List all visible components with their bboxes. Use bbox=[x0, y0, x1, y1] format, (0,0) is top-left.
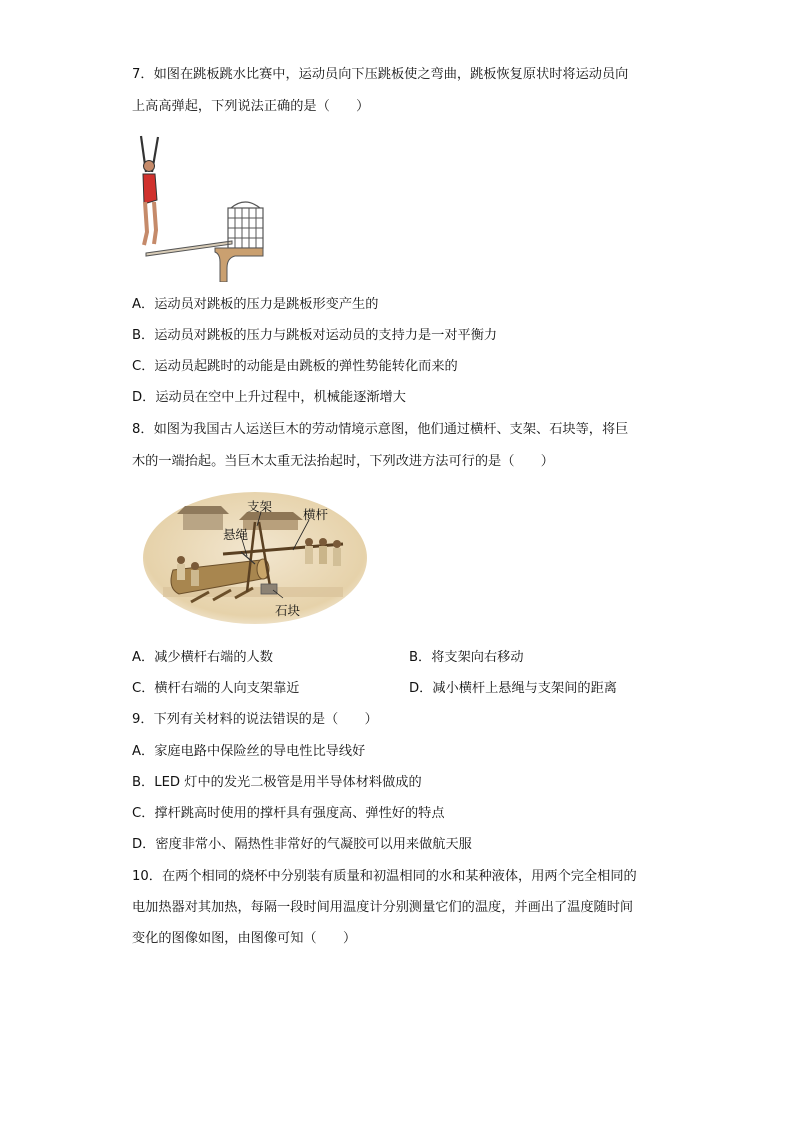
log-lever-figure bbox=[143, 492, 368, 626]
q7-option-d: D．运动员在空中上升过程中，机械能逐渐增大 bbox=[132, 390, 406, 405]
q7-stem-line-2: 上高高弹起，下列说法正确的是（ ） bbox=[132, 99, 370, 114]
diving-board-figure bbox=[132, 132, 272, 282]
label-zhijia: 支架 bbox=[247, 499, 273, 514]
q8-option-d: D．减小横杆上悬绳与支架间的距离 bbox=[409, 681, 617, 696]
label-xuansheng: 悬绳 bbox=[223, 527, 249, 542]
q7-option-b: B．运动员对跳板的压力与跳板对运动员的支持力是一对平衡力 bbox=[132, 328, 498, 343]
label-henggan: 横杆 bbox=[303, 507, 329, 522]
q7-option-c: C．运动员起跳时的动能是由跳板的弹性势能转化而来的 bbox=[132, 359, 458, 374]
q8-stem-line-2: 木的一端抬起。当巨木太重无法抬起时，下列改进方法可行的是（ ） bbox=[132, 454, 554, 469]
q10-stem-line-3: 变化的图像如图，由图像可知（ ） bbox=[132, 931, 357, 946]
label-shikuai: 石块 bbox=[275, 603, 301, 618]
q8-option-b: B．将支架向右移动 bbox=[409, 650, 524, 665]
q10-stem-line-1: 10．在两个相同的烧杯中分别装有质量和初温相同的水和某种液体，用两个完全相同的 bbox=[132, 869, 637, 884]
q9-option-b: B．LED 灯中的发光二极管是用半导体材料做成的 bbox=[132, 775, 422, 790]
q9-option-a: A．家庭电路中保险丝的导电性比导线好 bbox=[132, 744, 366, 759]
q8-option-a: A．减少横杆右端的人数 bbox=[132, 650, 273, 665]
q9-option-d: D．密度非常小、隔热性非常好的气凝胶可以用来做航天服 bbox=[132, 837, 472, 852]
q8-stem-line-1: 8．如图为我国古人运送巨木的劳动情境示意图，他们通过横杆、支架、石块等，将巨 bbox=[132, 422, 629, 437]
q8-option-c: C．横杆右端的人向支架靠近 bbox=[132, 681, 300, 696]
q7-option-a: A．运动员对跳板的压力是跳板形变产生的 bbox=[132, 297, 379, 312]
q9-stem: 9．下列有关材料的说法错误的是（ ） bbox=[132, 712, 378, 727]
q9-option-c: C．撑杆跳高时使用的撑杆具有强度高、弹性好的特点 bbox=[132, 806, 445, 821]
q10-stem-line-2: 电加热器对其加热，每隔一段时间用温度计分别测量它们的温度，并画出了温度随时间 bbox=[132, 900, 634, 915]
q7-stem-line-1: 7．如图在跳板跳水比赛中，运动员向下压跳板使之弯曲，跳板恢复原状时将运动员向 bbox=[132, 67, 629, 82]
